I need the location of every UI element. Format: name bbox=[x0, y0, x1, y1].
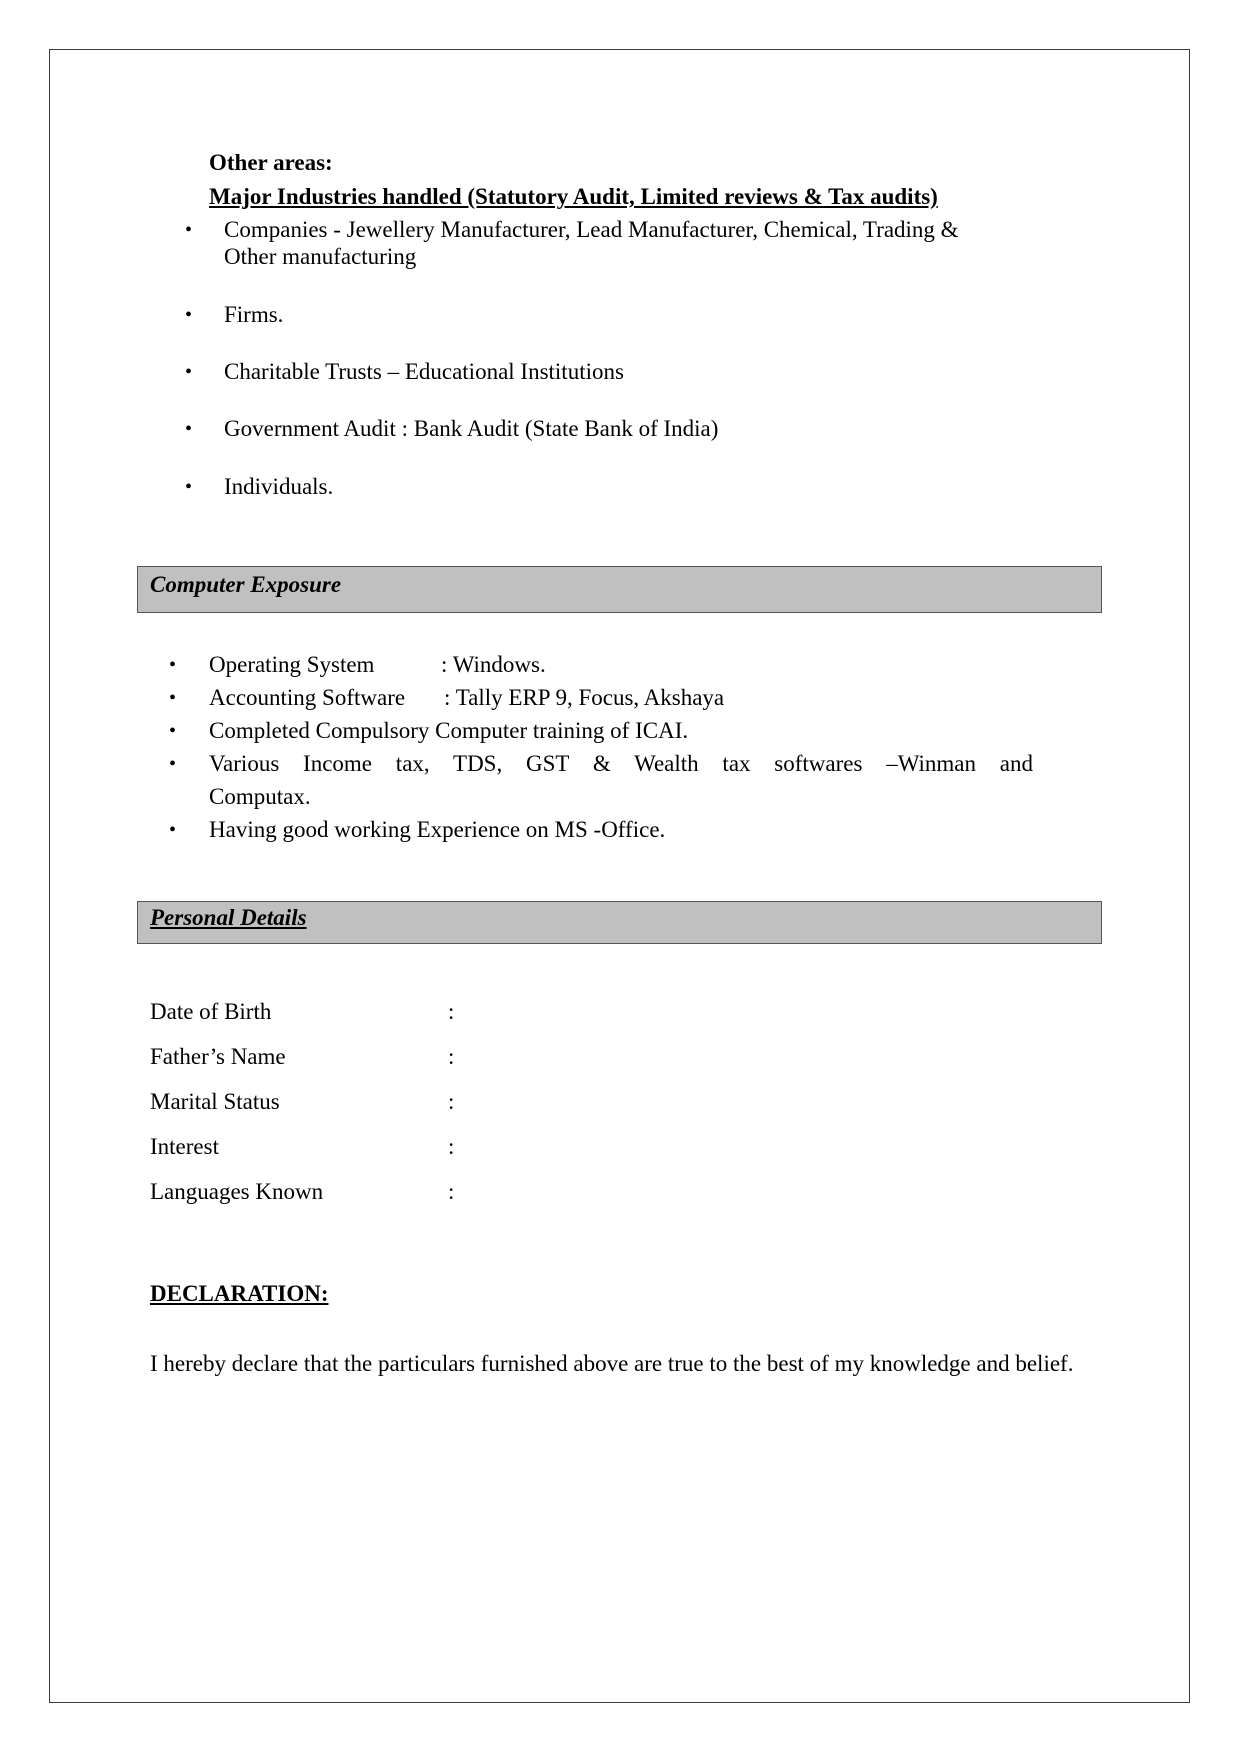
computer-exposure-title: Computer Exposure bbox=[150, 572, 342, 597]
personal-details-title: Personal Details bbox=[150, 905, 307, 930]
industry-item: Government Audit : Bank Audit (State Bank of India) bbox=[224, 416, 719, 441]
bullet-icon: • bbox=[169, 687, 177, 709]
bullet-icon: • bbox=[169, 753, 177, 775]
industry-item: Charitable Trusts – Educational Institutions bbox=[224, 359, 624, 384]
declaration-heading: DECLARATION: bbox=[150, 1281, 329, 1306]
industry-item: Companies - Jewellery Manufacturer, Lead Manufacturer, Chemical, Trading & bbox=[224, 217, 959, 242]
bullet-icon: • bbox=[185, 361, 193, 383]
bullet-icon: • bbox=[185, 418, 193, 440]
tax-software-item-continued: Computax. bbox=[209, 784, 311, 809]
ms-office-item: Having good working Experience on MS -Office. bbox=[209, 817, 666, 842]
marital-status-label: Marital Status bbox=[150, 1089, 280, 1114]
marital-status-separator: : bbox=[448, 1089, 455, 1114]
bullet-icon: • bbox=[185, 476, 193, 498]
industry-item: Firms. bbox=[224, 302, 284, 327]
icai-training-item: Completed Compulsory Computer training of ICAI. bbox=[209, 718, 689, 743]
bullet-icon: • bbox=[169, 819, 177, 841]
industries-heading: Major Industries handled (Statutory Audit, Limited reviews & Tax audits) bbox=[209, 184, 938, 209]
dob-label: Date of Birth bbox=[150, 999, 272, 1024]
personal-details-header bbox=[137, 901, 1102, 944]
industry-item: Individuals. bbox=[224, 474, 334, 499]
os-label: Operating System bbox=[209, 652, 375, 677]
os-value: : Windows. bbox=[441, 652, 546, 677]
tax-software-item: Various Income tax, TDS, GST & Wealth tax softwares –Winman and bbox=[209, 751, 1033, 776]
bullet-icon: • bbox=[169, 720, 177, 742]
father-name-separator: : bbox=[448, 1044, 455, 1069]
dob-separator: : bbox=[448, 999, 455, 1024]
bullet-icon: • bbox=[185, 304, 193, 326]
languages-known-label: Languages Known bbox=[150, 1179, 324, 1204]
accounting-software-value: : Tally ERP 9, Focus, Akshaya bbox=[444, 685, 725, 710]
page-border bbox=[49, 49, 1190, 1703]
other-areas-heading: Other areas: bbox=[209, 150, 333, 175]
accounting-software-label: Accounting Software bbox=[209, 685, 406, 710]
bullet-icon: • bbox=[169, 654, 177, 676]
industry-item-continued: Other manufacturing bbox=[224, 244, 417, 269]
father-name-label: Father’s Name bbox=[150, 1044, 286, 1069]
computer-exposure-header bbox=[137, 566, 1102, 613]
interest-label: Interest bbox=[150, 1134, 219, 1159]
languages-known-separator: : bbox=[448, 1179, 455, 1204]
interest-separator: : bbox=[448, 1134, 455, 1159]
declaration-text: I hereby declare that the particulars furnished above are true to the best of my knowledge and belief. bbox=[150, 1351, 1074, 1376]
bullet-icon: • bbox=[185, 219, 193, 241]
